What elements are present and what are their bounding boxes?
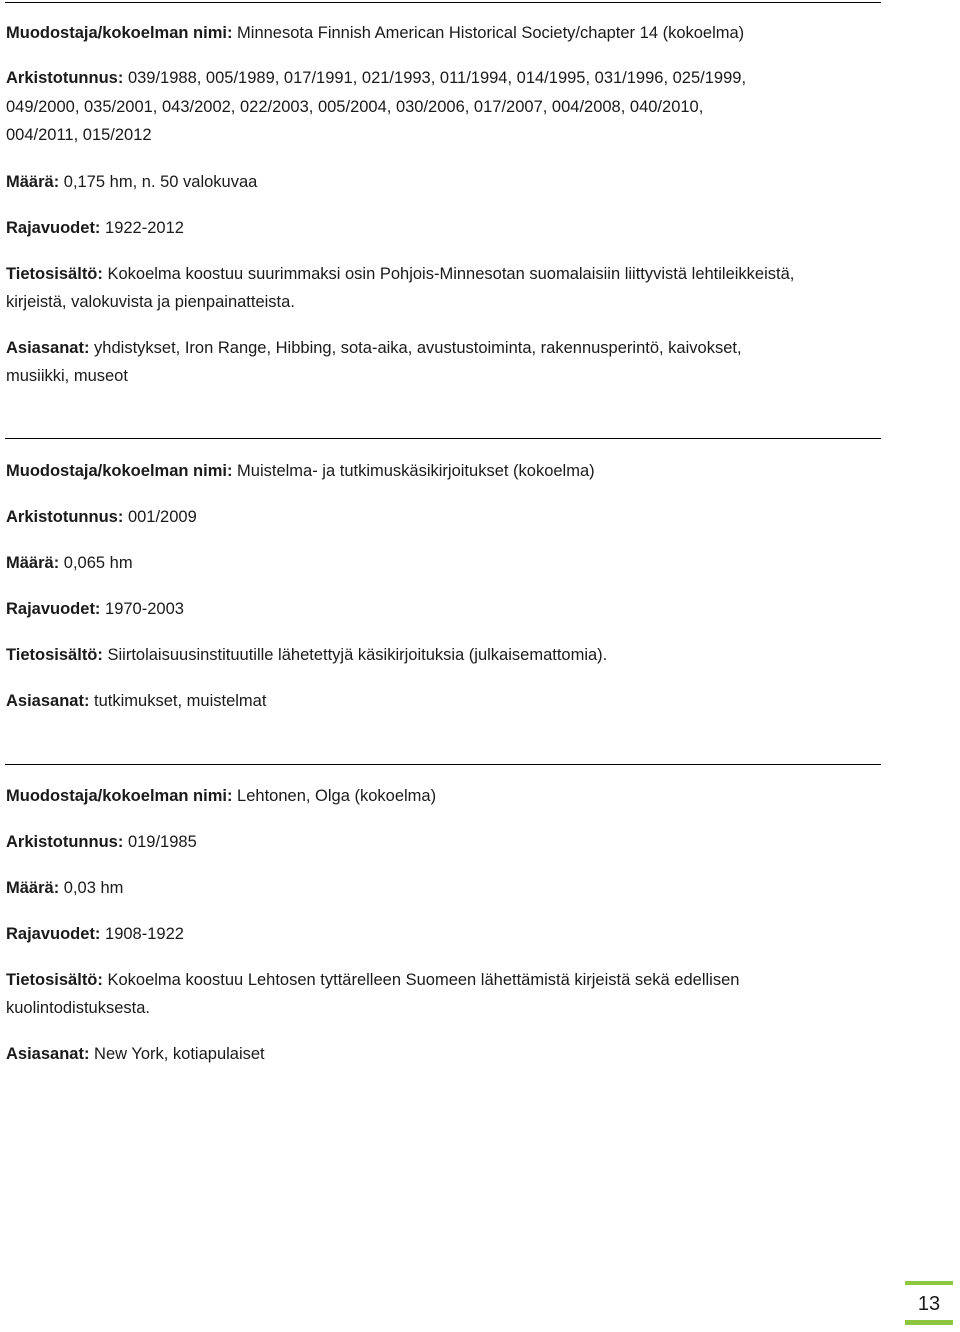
entry-2-years	[6, 595, 882, 623]
content-value: Siirtolaisuusinstituutille lähetettyjä käsikirjoituksia (julkaisemattomia).	[107, 646, 608, 664]
entry-1-archive-cont-1: 049/2000, 035/2001, 043/2002, 022/2003, 005/2004, 030/2006, 017/2007, 004/2008, 040/2010,	[6, 98, 704, 116]
content-label: Tietosisältö:	[6, 971, 103, 989]
name-label: Muodostaja/kokoelman nimi:	[6, 787, 233, 805]
entry-3-keywords	[6, 1040, 882, 1068]
amount-value: 0,175 hm, n. 50 valokuvaa	[63, 173, 258, 191]
archive-label: Arkistotunnus:	[6, 69, 124, 87]
entry-1-amount	[6, 168, 882, 196]
keywords-label: Asiasanat:	[6, 339, 90, 357]
entry-2-name	[6, 457, 882, 485]
years-value: 1970-2003	[105, 600, 184, 618]
entry-divider	[5, 764, 881, 765]
entry-1-keywords-cont: musiikki, museot	[6, 367, 128, 385]
page-number: 13	[917, 1293, 941, 1315]
name-value: Minnesota Finnish American Historical Society/chapter 14 (kokoelma)	[237, 24, 745, 42]
keywords-value: tutkimukset, muistelmat	[94, 692, 267, 710]
entry-1-content-cont: kirjeistä, valokuvista ja pienpainatteista.	[6, 293, 295, 311]
amount-value: 0,03 hm	[63, 879, 124, 897]
archive-value: 019/1985	[127, 833, 197, 851]
keywords-value: New York, kotiapulaiset	[94, 1045, 265, 1063]
entry-3-content-cont: kuolintodistuksesta.	[6, 999, 150, 1017]
years-value: 1908-1922	[105, 925, 184, 943]
amount-label: Määrä:	[6, 554, 60, 572]
entry-1-archive	[6, 64, 882, 92]
entry-2-archive	[6, 503, 882, 531]
archive-label: Arkistotunnus:	[6, 833, 124, 851]
top-divider	[5, 2, 881, 3]
name-value: Lehtonen, Olga (kokoelma)	[237, 787, 437, 805]
entry-1-archive-cont-2: 004/2011, 015/2012	[6, 126, 152, 144]
keywords-label: Asiasanat:	[6, 1045, 90, 1063]
content-label: Tietosisältö:	[6, 265, 103, 283]
amount-value: 0,065 hm	[63, 554, 133, 572]
entry-1-years	[6, 214, 882, 242]
entry-1-name	[6, 19, 882, 47]
years-value: 1922-2012	[105, 219, 184, 237]
entry-2-content	[6, 641, 882, 669]
content-value: Kokoelma koostuu suurimmaksi osin Pohjois-Minnesotan suomalaisiin liittyvistä lehtileikkeistä,	[107, 265, 795, 283]
entry-3-content	[6, 966, 882, 994]
archive-value: 039/1988, 005/1989, 017/1991, 021/1993, 011/1994, 014/1995, 031/1996, 025/1999,	[127, 69, 747, 87]
entry-2-amount	[6, 549, 882, 577]
entry-1-content	[6, 260, 882, 288]
content-value: Kokoelma koostuu Lehtosen tyttärelleen Suomeen lähettämistä kirjeistä sekä edellisen	[107, 971, 740, 989]
amount-label: Määrä:	[6, 173, 60, 191]
archive-value: 001/2009	[127, 508, 197, 526]
amount-label: Määrä:	[6, 879, 60, 897]
name-label: Muodostaja/kokoelman nimi:	[6, 24, 233, 42]
entry-3-archive	[6, 828, 882, 856]
keywords-value: yhdistykset, Iron Range, Hibbing, sota-aika, avustustoiminta, rakennusperintö, kaivokset,	[94, 339, 742, 357]
archive-label: Arkistotunnus:	[6, 508, 124, 526]
entry-divider	[5, 438, 881, 439]
content-label: Tietosisältö:	[6, 646, 103, 664]
entry-2-keywords	[6, 687, 882, 715]
entry-3-years	[6, 920, 882, 948]
entry-3-name	[6, 782, 882, 810]
page-number-box	[905, 1281, 953, 1325]
entry-1-keywords	[6, 334, 882, 362]
years-label: Rajavuodet:	[6, 219, 101, 237]
name-value: Muistelma- ja tutkimuskäsikirjoitukset (kokoelma)	[237, 462, 595, 480]
keywords-label: Asiasanat:	[6, 692, 90, 710]
entry-3-amount	[6, 874, 882, 902]
years-label: Rajavuodet:	[6, 600, 101, 618]
years-label: Rajavuodet:	[6, 925, 101, 943]
name-label: Muodostaja/kokoelman nimi:	[6, 462, 233, 480]
